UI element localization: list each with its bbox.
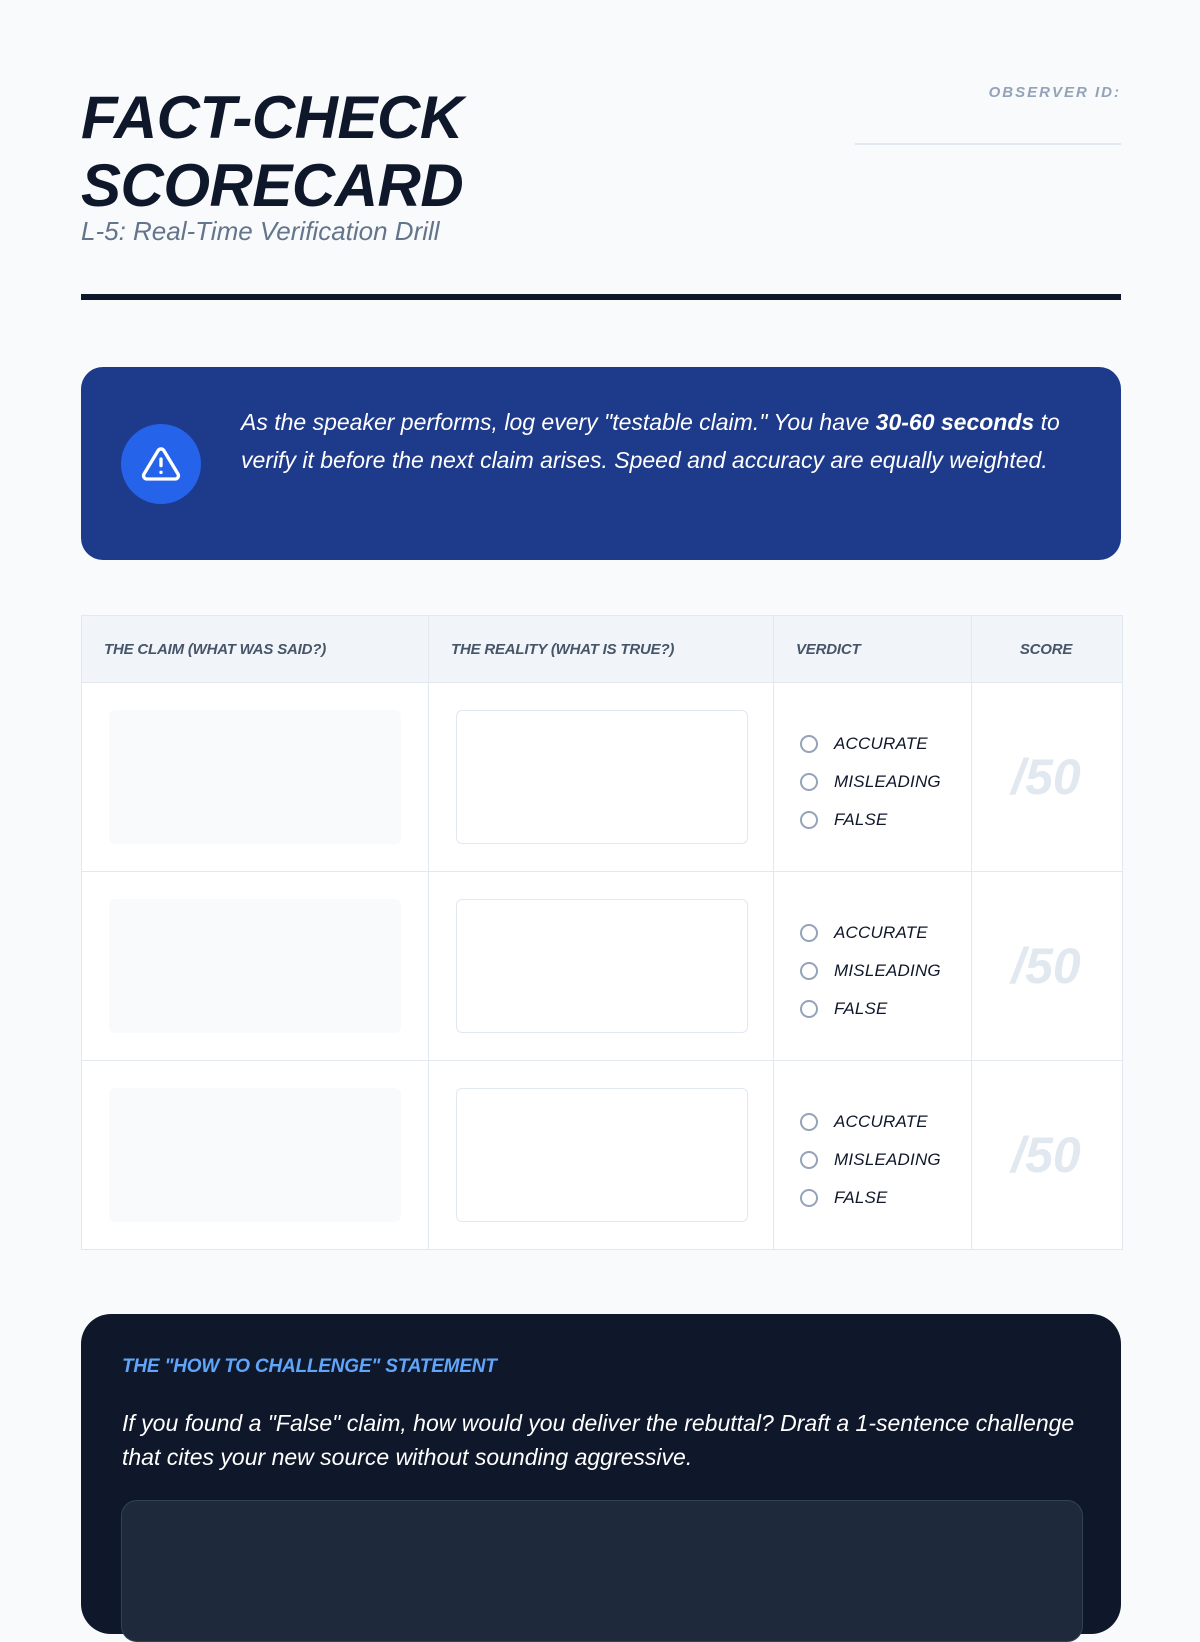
page-subtitle: L-5: Real-Time Verification Drill — [81, 216, 440, 246]
column-header-reality: THE REALITY (WHAT IS TRUE?) — [428, 616, 773, 682]
verdict-option-accurate[interactable] — [800, 725, 941, 763]
claim-cell — [82, 872, 428, 1060]
reality-cell — [428, 1061, 773, 1249]
verdict-option-misleading[interactable] — [800, 763, 941, 801]
reality-cell — [428, 872, 773, 1060]
verdict-cell — [773, 1061, 971, 1249]
verdict-option-label: FALSE — [834, 810, 888, 829]
radio-button[interactable] — [800, 1000, 818, 1018]
verdict-options — [800, 1103, 941, 1217]
title-line-1: FACT-CHECK — [81, 84, 463, 151]
verdict-option-misleading[interactable] — [800, 952, 941, 990]
radio-button[interactable] — [800, 773, 818, 791]
verdict-option-false[interactable] — [800, 801, 941, 839]
instructions-callout — [81, 367, 1121, 560]
column-header-verdict: VERDICT — [773, 616, 971, 682]
table-row — [82, 871, 1122, 1060]
reality-input[interactable] — [456, 1088, 748, 1222]
verdict-option-false[interactable] — [800, 1179, 941, 1217]
claim-input[interactable] — [109, 1088, 401, 1222]
radio-button[interactable] — [800, 924, 818, 942]
warning-icon — [121, 424, 201, 504]
header-divider — [81, 294, 1121, 300]
reality-input[interactable] — [456, 899, 748, 1033]
radio-button[interactable] — [800, 735, 818, 753]
verdict-option-accurate[interactable] — [800, 914, 941, 952]
claim-input[interactable] — [109, 710, 401, 844]
challenge-prompt: If you found a "False" claim, how would you deliver the rebuttal? Draft a 1-sentence challenge that cites your new source without sounding aggressive. — [122, 1410, 1075, 1470]
score-cell — [971, 1061, 1120, 1249]
score-cell — [971, 872, 1120, 1060]
radio-button[interactable] — [800, 811, 818, 829]
verdict-option-label: ACCURATE — [834, 1112, 928, 1131]
radio-button[interactable] — [800, 962, 818, 980]
verdict-option-label: ACCURATE — [834, 734, 928, 753]
page-title — [81, 84, 641, 220]
reality-input[interactable] — [456, 710, 748, 844]
score-value[interactable]: /50 — [1011, 938, 1081, 994]
verdict-option-label: MISLEADING — [834, 772, 941, 791]
fact-check-table — [81, 615, 1123, 1250]
verdict-option-misleading[interactable] — [800, 1141, 941, 1179]
column-header-claim: THE CLAIM (WHAT WAS SAID?) — [104, 640, 326, 658]
observer-id-label: OBSERVER ID: — [988, 84, 1121, 101]
table-header-row — [82, 616, 1122, 682]
verdict-option-label: FALSE — [834, 999, 888, 1018]
instructions-text-part1: As the speaker performs, log every "testable claim." You have — [241, 409, 876, 435]
scorecard-page — [81, 0, 1121, 1470]
verdict-cell — [773, 872, 971, 1060]
score-value[interactable]: /50 — [1011, 749, 1081, 805]
verdict-option-label: FALSE — [834, 1188, 888, 1207]
instructions-time-limit: 30-60 seconds — [875, 409, 1035, 435]
reality-cell — [428, 683, 773, 871]
challenge-section — [81, 1314, 1121, 1634]
verdict-cell — [773, 683, 971, 871]
score-cell — [971, 683, 1120, 871]
verdict-option-accurate[interactable] — [800, 1103, 941, 1141]
column-header-score: SCORE — [971, 616, 1120, 682]
claim-input[interactable] — [109, 899, 401, 1033]
verdict-option-false[interactable] — [800, 990, 941, 1028]
challenge-response-field[interactable] — [121, 1500, 1083, 1642]
table-row — [82, 682, 1122, 871]
claim-cell — [82, 1061, 428, 1249]
radio-button[interactable] — [800, 1189, 818, 1207]
instructions-text-part2: to verify it before the next claim arises. Speed and accuracy are equally weighted. — [241, 409, 1060, 473]
observer-id-field[interactable] — [855, 143, 1121, 145]
verdict-options — [800, 914, 941, 1028]
verdict-option-label: MISLEADING — [834, 961, 941, 980]
radio-button[interactable] — [800, 1151, 818, 1169]
verdict-option-label: ACCURATE — [834, 923, 928, 942]
title-line-2: SCORECARD — [81, 152, 464, 219]
header — [81, 0, 1121, 300]
verdict-options — [800, 725, 941, 839]
challenge-title: THE "HOW TO CHALLENGE" STATEMENT — [122, 1356, 497, 1377]
table-row — [82, 1060, 1122, 1249]
score-value[interactable]: /50 — [1011, 1127, 1081, 1183]
verdict-option-label: MISLEADING — [834, 1150, 941, 1169]
claim-cell — [82, 683, 428, 871]
radio-button[interactable] — [800, 1113, 818, 1131]
instructions-text — [241, 403, 1081, 479]
